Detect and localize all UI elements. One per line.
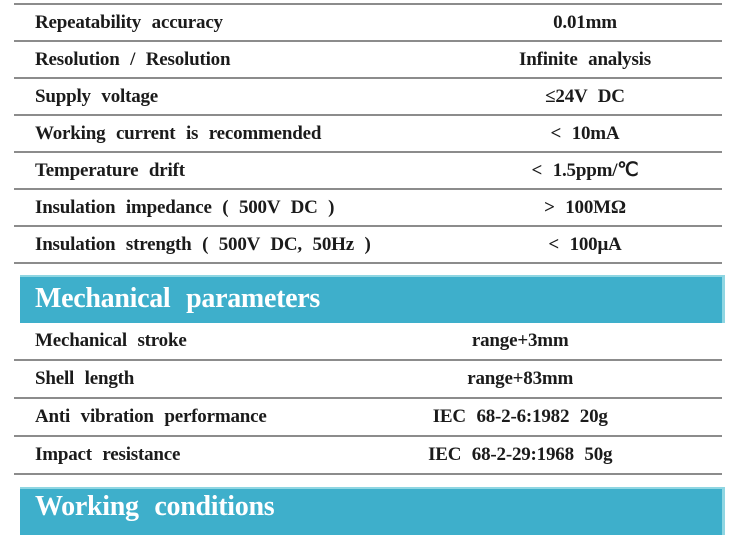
spec-label: Temperature drift xyxy=(35,159,185,181)
spec-label: Anti vibration performance xyxy=(35,406,267,427)
table-row xyxy=(14,361,722,399)
section-title: Working conditions xyxy=(35,491,275,522)
spec-value: > 100MΩ xyxy=(544,196,626,218)
table-row xyxy=(14,323,722,361)
table-row xyxy=(14,227,722,264)
section-title: Mechanical parameters xyxy=(35,283,320,314)
spec-value: IEC 68-2-6:1982 20g xyxy=(432,406,608,427)
mechanical-parameters-table xyxy=(14,323,722,475)
table-row xyxy=(14,116,722,153)
spec-value: 0.01mm xyxy=(553,11,617,33)
spec-value: < 1.5ppm/℃ xyxy=(531,160,639,181)
table-row xyxy=(14,190,722,227)
spec-label: Working current is recommended xyxy=(35,122,322,144)
table-row xyxy=(14,153,722,190)
table-row xyxy=(14,79,722,116)
spec-label: Supply voltage xyxy=(35,85,159,107)
working-conditions-header xyxy=(20,487,725,535)
electrical-parameters-table xyxy=(14,3,722,264)
spec-label: Mechanical stroke xyxy=(35,330,187,351)
table-row xyxy=(14,5,722,42)
spec-label: Insulation strength ( 500V DC, 50Hz ) xyxy=(35,233,371,255)
table-row xyxy=(14,42,722,79)
spec-value: ≤24V DC xyxy=(545,85,625,107)
spec-value: IEC 68-2-29:1968 50g xyxy=(428,444,613,465)
spec-value: < 10mA xyxy=(550,122,620,144)
spec-label: Resolution / Resolution xyxy=(35,48,231,70)
spec-label: Insulation impedance ( 500V DC ) xyxy=(35,196,335,218)
spec-label: Shell length xyxy=(35,368,135,389)
mechanical-parameters-header xyxy=(20,275,725,323)
spec-label: Impact resistance xyxy=(35,444,181,465)
spec-value: range+83mm xyxy=(467,368,574,389)
spec-value: Infinite analysis xyxy=(519,48,651,70)
spec-value: < 100μA xyxy=(548,233,622,255)
spec-value: range+3mm xyxy=(471,330,569,351)
table-row xyxy=(14,399,722,437)
spec-label: Repeatability accuracy xyxy=(35,11,223,33)
table-row xyxy=(14,437,722,475)
